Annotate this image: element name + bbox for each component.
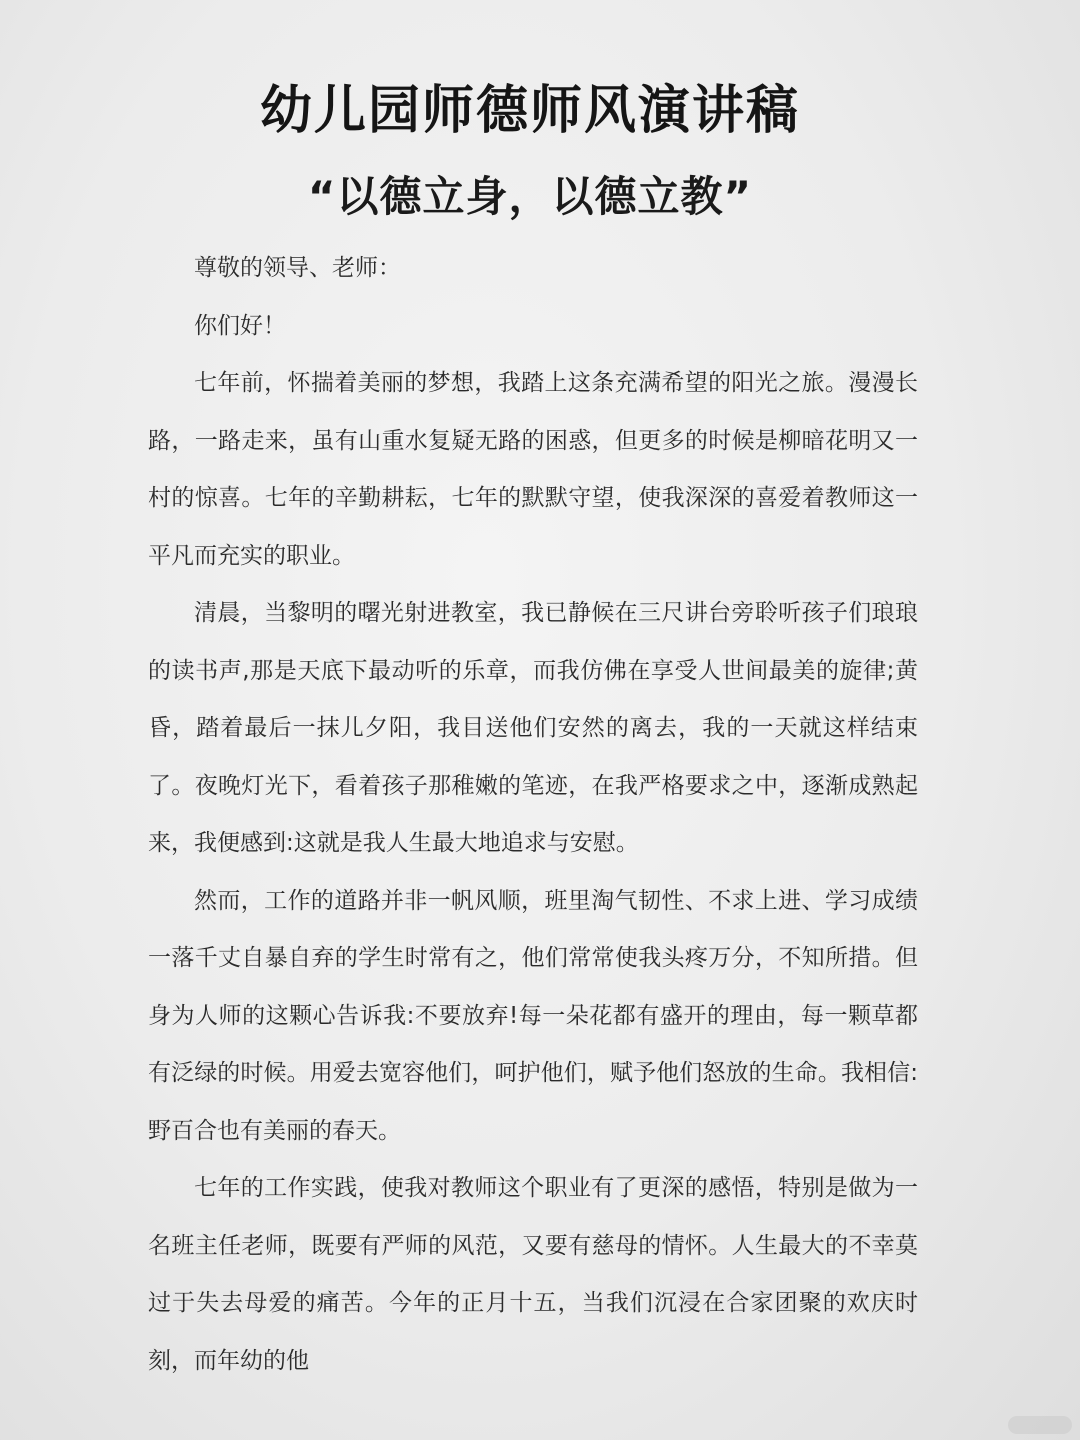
document-body [148, 240, 918, 1390]
document-subtitle: “以德立身，以德立教” [307, 172, 753, 221]
paragraph: 七年的工作实践，使我对教师这个职业有了更深的感悟，特别是做为一名班主任老师，既要有严师的风范，又要有慈母的情怀。人生最大的不幸莫过于失去母爱的痛苦。今年的正月十五，当我们沉浸在合家团聚的欢庆时刻，而年幼的他 [148, 1175, 918, 1374]
paragraph: 七年前，怀揣着美丽的梦想，我踏上这条充满希望的阳光之旅。漫漫长路，一路走来，虽有山重水复疑无路的困惑，但更多的时候是柳暗花明又一村的惊喜。七年的辛勤耕耘，七年的默默守望，使我深深的喜爱着教师这一平凡而充实的职业。 [148, 370, 918, 569]
document-title: 幼儿园师德师风演讲稿 [259, 81, 800, 141]
paragraph: 然而，工作的道路并非一帆风顺，班里淘气韧性、不求上进、学习成绩一落千丈自暴自弃的学生时常有之，他们常常使我头疼万分，不知所措。但身为人师的这颗心告诉我:不要放弃!每一朵花都有盛开的理由，每一颗草都有泛绿的时候。用爱去宽容他们，呵护他们，赋予他们怒放的生命。我相信:野百合也有美丽的春天。 [148, 887, 918, 1144]
salutation: 尊敬的领导、老师： [194, 255, 401, 281]
watermark-badge [1008, 1416, 1072, 1434]
paragraph: 清晨，当黎明的曙光射进教室，我已静候在三尺讲台旁聆听孩子们琅琅的读书声,那是天底下最动听的乐章，而我仿佛在享受人世间最美的旋律;黄昏，踏着最后一抹儿夕阳，我目送他们安然的离去，我的一天就这样结束了。夜晚灯光下，看着孩子那稚嫩的笔迹，在我严格要求之中，逐渐成熟起来，我便感到:这就是我人生最大地追求与安慰。 [148, 600, 918, 856]
greeting: 你们好！ [194, 312, 286, 339]
